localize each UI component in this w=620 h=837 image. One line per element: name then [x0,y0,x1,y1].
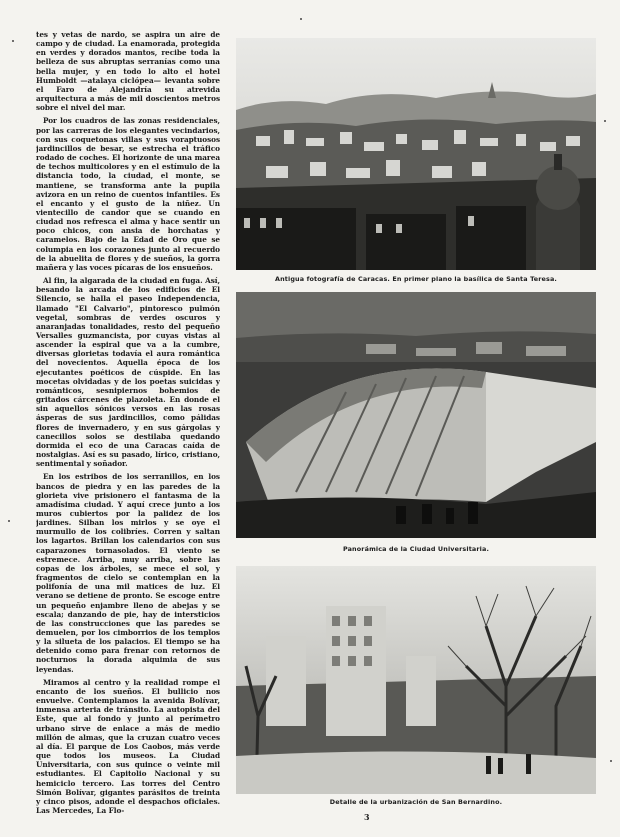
article-paragraph: tes y vetas de nardo, se aspira un aire de campo y de ciudad. La enamorada, protegida en verdes y dorados mantos, recibe toda la belleza de sus abruptas serranías como una bella mujer, y en todo lo alto el hotel Humboldt —atalaya ciclópea— levanta sobre el Faro de Alejandría su atrevida arquitectura a más de mil doscientos metros sobre el nivel del mar. [36,30,220,113]
paper-speck [12,40,14,42]
paper-speck [604,120,606,122]
photo-old-caracas-image [236,38,596,270]
article-text-column [36,30,220,822]
article-paragraph: En los estribos de los serranillos, en los bancos de piedra y en las paredes de la glorieta vive prisionero el fantasma de la amadísima ciudad. Y aquí crece junto a los muros cubiertos por la palidez de los jardines. Silban los mirlos y se oye el murmullo de los colibríes. Corren y saltan los lagartos. Brillan los calendarios con sus caparazones tornasolados. El viento se estremece. Arriba, muy arriba, sobre las copas de los árboles, se mece el sol, y fragmentos de cielo se contemplan en la polifonía de una mil matices de luz. El verano se detiene de pronto. Se escoge entre un pequeño enjambre lleno de abejas y se escala; danzando de pie, hay de intersticios de las construcciones que las paredes se demuelen, por los cimborrios de los templos y la silueta de los palacios. El tiempo se ha detenido como para frenar con retornos de nocturnos la dorada alquimia de sus leyendas. [36,472,220,674]
photo-ciudad-universitaria [236,292,596,538]
paper-speck [610,760,612,762]
page-number: 3 [364,812,370,822]
photo-san-bernardino-image [236,566,596,794]
article-paragraph: Por los cuadros de las zonas residenciales, por las carreras de los elegantes vecindarios, con sus coquetonas villas y sus voraptuosos jardincillos de besar, se estrecha el tráfico rodado de coches. El horizonte de una marea de techos multicolores y en el estímulo de la distancia todo, la ciudad, el monte, se mantiene, se transforma ante la pupila avizora en un reino de cuentos infantiles. Es el encanto y el gusto de la niñez. Un vientecillo de candor que se cuando en ciudad nos refresca el alma y hace sentir un poco chicos, con ansia de horchatas y caramelos. Bajo de la Edad de Oro que se columpia en los corazones junto al recuerdo de la abuelita de flores y de sueños, la gorra mañera y las voces pícaras de los ensueños. [36,116,220,272]
article-paragraph: Miramos al centro y la realidad rompe el encanto de los sueños. El bullicio nos envuelve. Contemplamos la avenida Bolívar, inmensa arteria de tránsito. La autopista del Este, que al fondo y junto al perímetro urbano sirve de enlace a más de medio millón de almas, que la cruzan cuatro veces al día. El parque de Los Caobos, más verde que todos los museos. La Ciudad Universitaria, con sus quince o veinte mil estudiantes. El Capitolio Nacional y su hemiciclo tercero. Las torres del Centro Simón Bolívar, gigantes parásitos de treinta y cinco pisos, adonde el despachos oficiales. Las Mercedes, La Flo- [36,677,220,815]
caption-san-bernardino: Detalle de la urbanización de San Bernardino. [329,798,503,806]
photo-old-caracas [236,38,596,270]
paper-speck [300,18,302,20]
article-paragraph: Al fin, la algarada de la ciudad en fuga. Así, besando la arcada de los edificios de El Silencio, se halla el paseo Independencia, llamado "El Calvario", pintoresco pulmón vegetal, sombras de verdes oscuros y anaranjadas tonalidades, resto del pequeño Versalles guzmancista, por cuyas vistas al ascender la espiral que va a la cumbre, diversas glorietas todavía el aura romántica del novecientos. Aquella época de los ejecutantes poéticos de cúspide. En las mocetas olvidadas y de los poetas suicidas y románticos, sesnipiernos bohemios de gritados cárcenes de plazoleta. En donde el sin aquellos sónicos versos en las rosas ásperas de sus jardincillos, como pálidas flores de invernadero, y en sus gárgolas y canecillos solos se destilaba quedando dormida el eco de una Caracas caída de nostalgias. Así es su pasado, lírico, cristiano, sentimental y soñador. [36,276,220,469]
caption-ciudad-universitaria: Panorámica de la Ciudad Universitaria. [342,545,490,553]
photo-san-bernardino [236,566,596,794]
paper-speck [8,520,10,522]
photo-ciudad-universitaria-image [236,292,596,538]
caption-old-caracas: Antigua fotografía de Caracas. En primer plano la basílica de Santa Teresa. [274,275,558,283]
